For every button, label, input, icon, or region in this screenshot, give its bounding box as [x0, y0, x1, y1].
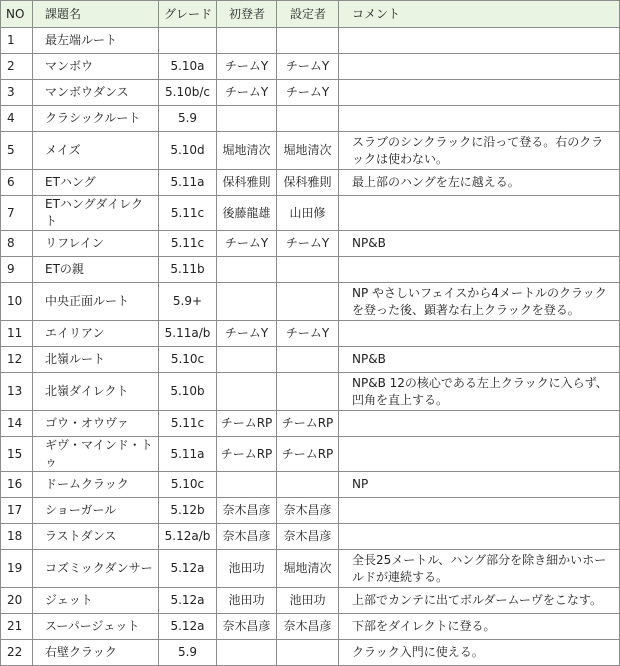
- route-setter: 池田功: [277, 588, 339, 614]
- route-comment: [339, 411, 620, 437]
- route-first-ascent: [217, 373, 277, 411]
- table-row: [1, 614, 620, 640]
- route-name: ギヴ・マインド・トゥ: [33, 437, 159, 472]
- route-setter: 奈木昌彦: [277, 524, 339, 550]
- route-number: 15: [1, 437, 33, 472]
- route-grade: 5.12b: [159, 498, 217, 524]
- route-number: 2: [1, 54, 33, 80]
- route-number: 6: [1, 170, 33, 196]
- table-row: [1, 106, 620, 132]
- route-first-ascent: チームRP: [217, 437, 277, 472]
- route-grade: 5.11a: [159, 437, 217, 472]
- header-setter: 設定者: [277, 1, 339, 28]
- route-grade: 5.11c: [159, 411, 217, 437]
- table-row: [1, 132, 620, 170]
- table-row: [1, 321, 620, 347]
- table-row: [1, 54, 620, 80]
- table-row: [1, 80, 620, 106]
- route-first-ascent: [217, 640, 277, 666]
- table-row: [1, 550, 620, 588]
- header-first-ascent: 初登者: [217, 1, 277, 28]
- route-name: コズミックダンサー: [33, 550, 159, 588]
- route-grade: 5.11a/b: [159, 321, 217, 347]
- route-comment: [339, 437, 620, 472]
- route-first-ascent: 奈木昌彦: [217, 498, 277, 524]
- route-number: 3: [1, 80, 33, 106]
- route-grade: 5.10d: [159, 132, 217, 170]
- route-setter: チームY: [277, 321, 339, 347]
- route-setter: [277, 472, 339, 498]
- route-name: エイリアン: [33, 321, 159, 347]
- route-number: 17: [1, 498, 33, 524]
- route-setter: 奈木昌彦: [277, 614, 339, 640]
- table-row: [1, 283, 620, 321]
- route-comment: スラブのシンクラックに沿って登る。右のクラックは使わない。: [339, 132, 620, 170]
- route-setter: チームY: [277, 54, 339, 80]
- route-number: 8: [1, 231, 33, 257]
- route-name: 中央正面ルート: [33, 283, 159, 321]
- header-comment: コメント: [339, 1, 620, 28]
- route-setter: チームY: [277, 231, 339, 257]
- route-name: ラストダンス: [33, 524, 159, 550]
- route-setter: 奈木昌彦: [277, 498, 339, 524]
- route-number: 16: [1, 472, 33, 498]
- route-number: 5: [1, 132, 33, 170]
- route-first-ascent: 奈木昌彦: [217, 524, 277, 550]
- route-name: ジェット: [33, 588, 159, 614]
- route-name: 右壁クラック: [33, 640, 159, 666]
- route-name: 北嶺ダイレクト: [33, 373, 159, 411]
- route-name: ショーガール: [33, 498, 159, 524]
- route-setter: チームRP: [277, 437, 339, 472]
- route-comment: [339, 524, 620, 550]
- route-setter: [277, 106, 339, 132]
- route-setter: チームY: [277, 80, 339, 106]
- table-row: [1, 196, 620, 231]
- route-comment: [339, 196, 620, 231]
- route-grade: 5.9: [159, 106, 217, 132]
- table-row: [1, 524, 620, 550]
- route-grade: 5.10b/c: [159, 80, 217, 106]
- route-comment: [339, 80, 620, 106]
- route-grade: 5.11b: [159, 257, 217, 283]
- route-setter: [277, 347, 339, 373]
- route-comment: [339, 498, 620, 524]
- route-comment: クラック入門に使える。: [339, 640, 620, 666]
- route-setter: [277, 28, 339, 54]
- route-setter: [277, 640, 339, 666]
- table-row: [1, 437, 620, 472]
- route-first-ascent: [217, 106, 277, 132]
- route-comment: NP: [339, 472, 620, 498]
- route-setter: 保科雅則: [277, 170, 339, 196]
- route-grade: [159, 28, 217, 54]
- route-number: 9: [1, 257, 33, 283]
- route-name: クラシックルート: [33, 106, 159, 132]
- route-setter: 堀地清次: [277, 550, 339, 588]
- route-comment: 最上部のハングを左に越える。: [339, 170, 620, 196]
- route-first-ascent: [217, 257, 277, 283]
- route-grade: 5.12a/b: [159, 524, 217, 550]
- route-first-ascent: [217, 347, 277, 373]
- route-first-ascent: 池田功: [217, 550, 277, 588]
- route-number: 1: [1, 28, 33, 54]
- table-header: [1, 1, 620, 28]
- route-name: メイズ: [33, 132, 159, 170]
- route-grade: 5.9+: [159, 283, 217, 321]
- route-number: 20: [1, 588, 33, 614]
- route-name: リフレイン: [33, 231, 159, 257]
- route-comment: 下部をダイレクトに登る。: [339, 614, 620, 640]
- route-name: 最左端ルート: [33, 28, 159, 54]
- header-route-name: 課題名: [33, 1, 159, 28]
- table-body: [1, 28, 620, 666]
- route-grade: 5.12a: [159, 588, 217, 614]
- route-first-ascent: 堀地清次: [217, 132, 277, 170]
- route-first-ascent: 保科雅則: [217, 170, 277, 196]
- route-grade: 5.10b: [159, 373, 217, 411]
- route-name: ETハングダイレクト: [33, 196, 159, 231]
- route-comment: [339, 106, 620, 132]
- route-name: ドームクラック: [33, 472, 159, 498]
- route-comment: [339, 257, 620, 283]
- route-comment: NP&B 12の核心である左上クラックに入らず、凹角を直上する。: [339, 373, 620, 411]
- route-grade: 5.9: [159, 640, 217, 666]
- table-row: [1, 411, 620, 437]
- table-row: [1, 28, 620, 54]
- route-grade: 5.11c: [159, 196, 217, 231]
- route-comment: NP やさしいフェイスから4メートルのクラックを登った後、顕著な右上クラックを登る。: [339, 283, 620, 321]
- table-row: [1, 498, 620, 524]
- route-comment: 上部でカンテに出てボルダームーヴをこなす。: [339, 588, 620, 614]
- route-setter: チームRP: [277, 411, 339, 437]
- table-row: [1, 347, 620, 373]
- route-grade: 5.12a: [159, 614, 217, 640]
- route-first-ascent: チームY: [217, 321, 277, 347]
- route-number: 7: [1, 196, 33, 231]
- route-number: 13: [1, 373, 33, 411]
- route-number: 21: [1, 614, 33, 640]
- route-number: 4: [1, 106, 33, 132]
- route-setter: 堀地清次: [277, 132, 339, 170]
- route-first-ascent: チームY: [217, 231, 277, 257]
- route-comment: NP&B: [339, 347, 620, 373]
- route-first-ascent: 池田功: [217, 588, 277, 614]
- route-grade: 5.11c: [159, 231, 217, 257]
- route-number: 19: [1, 550, 33, 588]
- route-name: ETハング: [33, 170, 159, 196]
- header-grade: グレード: [159, 1, 217, 28]
- route-first-ascent: チームRP: [217, 411, 277, 437]
- route-grade: 5.11a: [159, 170, 217, 196]
- route-comment: [339, 54, 620, 80]
- route-name: マンボウ: [33, 54, 159, 80]
- route-name: 北嶺ルート: [33, 347, 159, 373]
- route-setter: [277, 373, 339, 411]
- table-row: [1, 588, 620, 614]
- route-number: 22: [1, 640, 33, 666]
- route-grade: 5.12a: [159, 550, 217, 588]
- route-setter: [277, 257, 339, 283]
- route-number: 12: [1, 347, 33, 373]
- header-row: [1, 1, 620, 28]
- route-first-ascent: チームY: [217, 54, 277, 80]
- route-first-ascent: 後藤龍雄: [217, 196, 277, 231]
- route-name: スーパージェット: [33, 614, 159, 640]
- route-first-ascent: チームY: [217, 80, 277, 106]
- table-row: [1, 640, 620, 666]
- route-name: ETの親: [33, 257, 159, 283]
- route-number: 18: [1, 524, 33, 550]
- route-grade: 5.10a: [159, 54, 217, 80]
- header-no: NO: [1, 1, 33, 28]
- route-first-ascent: [217, 472, 277, 498]
- table-row: [1, 257, 620, 283]
- route-comment: 全長25メートル、ハング部分を除き細かいホールドが連続する。: [339, 550, 620, 588]
- route-first-ascent: 奈木昌彦: [217, 614, 277, 640]
- route-name: マンボウダンス: [33, 80, 159, 106]
- route-number: 14: [1, 411, 33, 437]
- route-grade: 5.10c: [159, 347, 217, 373]
- route-number: 10: [1, 283, 33, 321]
- table-row: [1, 472, 620, 498]
- route-grade: 5.10c: [159, 472, 217, 498]
- route-setter: 山田修: [277, 196, 339, 231]
- route-comment: [339, 28, 620, 54]
- route-comment: [339, 321, 620, 347]
- table-row: [1, 373, 620, 411]
- route-first-ascent: [217, 283, 277, 321]
- table-row: [1, 170, 620, 196]
- route-setter: [277, 283, 339, 321]
- route-comment: NP&B: [339, 231, 620, 257]
- route-number: 11: [1, 321, 33, 347]
- route-first-ascent: [217, 28, 277, 54]
- table-row: [1, 231, 620, 257]
- route-name: ゴウ・オウヴァ: [33, 411, 159, 437]
